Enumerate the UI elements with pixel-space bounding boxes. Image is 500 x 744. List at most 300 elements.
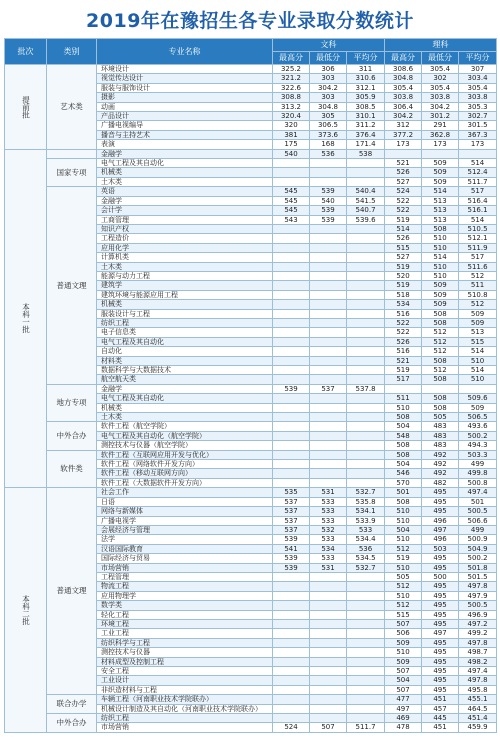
- score-cell: 533: [347, 525, 385, 534]
- score-cell: 381: [273, 130, 310, 139]
- score-cell: 513: [422, 206, 459, 215]
- score-cell: 509: [385, 638, 422, 647]
- score-cell: [310, 375, 347, 384]
- score-cell: [273, 714, 310, 723]
- score-cell: 305.3: [459, 102, 497, 111]
- score-cell: 531: [310, 563, 347, 572]
- score-cell: 362.8: [422, 130, 459, 139]
- score-cell: 522: [385, 206, 422, 215]
- score-cell: [310, 403, 347, 412]
- score-cell: 497.9: [459, 591, 497, 600]
- score-cell: 537.8: [347, 384, 385, 393]
- score-cell: [310, 582, 347, 591]
- score-cell: 533: [310, 554, 347, 563]
- score-cell: 537: [273, 516, 310, 525]
- major-cell: 纺织科学与工程: [97, 638, 273, 647]
- score-cell: 497.2: [459, 619, 497, 628]
- score-cell: [310, 572, 347, 581]
- score-cell: 516.1: [459, 206, 497, 215]
- score-cell: [273, 572, 310, 581]
- score-cell: [310, 441, 347, 450]
- major-cell: 视觉传达设计: [97, 74, 273, 83]
- score-cell: 496: [422, 516, 459, 525]
- score-cell: [310, 290, 347, 299]
- score-cell: 535.8: [347, 497, 385, 506]
- score-cell: 497.8: [459, 638, 497, 647]
- table-row: [5, 450, 497, 459]
- score-cell: 305.4: [385, 83, 422, 92]
- score-cell: 538: [347, 149, 385, 158]
- score-cell: [310, 676, 347, 685]
- score-cell: 515: [385, 243, 422, 252]
- score-cell: [273, 591, 310, 600]
- score-cell: 537: [273, 497, 310, 506]
- score-cell: 512: [385, 601, 422, 610]
- score-cell: 527: [385, 177, 422, 186]
- major-cell: 航空航天类: [97, 375, 273, 384]
- major-cell: 机械类: [97, 403, 273, 412]
- score-cell: 511.7: [347, 723, 385, 732]
- score-cell: 543: [273, 215, 310, 224]
- score-cell: 548: [385, 431, 422, 440]
- score-cell: 534.5: [347, 554, 385, 563]
- score-cell: [347, 290, 385, 299]
- score-cell: 303: [310, 74, 347, 83]
- score-cell: [273, 159, 310, 168]
- score-cell: 497: [385, 704, 422, 713]
- score-cell: [273, 460, 310, 469]
- score-cell: [310, 657, 347, 666]
- score-cell: 305.9: [347, 93, 385, 102]
- score-cell: 536: [347, 544, 385, 553]
- score-cell: 509: [459, 403, 497, 412]
- score-cell: [273, 271, 310, 280]
- score-cell: [385, 149, 422, 158]
- table-row: [5, 695, 497, 704]
- score-cell: [310, 638, 347, 647]
- score-cell: [347, 648, 385, 657]
- score-cell: 534.4: [347, 535, 385, 544]
- major-cell: 软件工程（航空学院）: [97, 422, 273, 431]
- table-header: [5, 39, 497, 65]
- score-cell: [273, 318, 310, 327]
- score-cell: 512: [422, 347, 459, 356]
- major-cell: 环境设计: [97, 65, 273, 74]
- score-cell: [347, 337, 385, 346]
- major-cell: 电气工程及其自动化: [97, 159, 273, 168]
- score-cell: 500.2: [459, 554, 497, 563]
- score-cell: 527: [385, 253, 422, 262]
- score-cell: [347, 253, 385, 262]
- score-cell: [310, 619, 347, 628]
- score-cell: 510: [385, 535, 422, 544]
- score-cell: [273, 168, 310, 177]
- score-cell: 508: [422, 403, 459, 412]
- score-cell: 510: [385, 507, 422, 516]
- score-cell: 516.4: [459, 196, 497, 205]
- score-cell: 509: [422, 290, 459, 299]
- score-cell: 492: [422, 469, 459, 478]
- score-cell: [347, 460, 385, 469]
- major-cell: 市场营销: [97, 563, 273, 572]
- score-cell: [273, 422, 310, 431]
- major-cell: 播音与主持艺术: [97, 130, 273, 139]
- score-cell: 510: [385, 563, 422, 572]
- score-cell: [347, 168, 385, 177]
- score-cell: 496.9: [459, 610, 497, 619]
- score-cell: 512: [385, 582, 422, 591]
- score-cell: [310, 328, 347, 337]
- score-cell: 537: [273, 507, 310, 516]
- score-cell: [273, 253, 310, 262]
- table-row: [5, 714, 497, 723]
- score-cell: [347, 441, 385, 450]
- score-cell: 510: [385, 591, 422, 600]
- score-cell: [347, 695, 385, 704]
- score-cell: 305.4: [459, 83, 497, 92]
- score-cell: 303.8: [385, 93, 422, 102]
- score-cell: 494.3: [459, 441, 497, 450]
- score-cell: [273, 347, 310, 356]
- score-cell: 173: [459, 140, 497, 149]
- header-batch: 批次: [5, 39, 47, 65]
- score-cell: 510: [459, 356, 497, 365]
- score-cell: 303.8: [422, 93, 459, 102]
- score-cell: 168: [310, 140, 347, 149]
- score-cell: 310.1: [347, 112, 385, 121]
- score-cell: 509: [459, 318, 497, 327]
- score-cell: [273, 685, 310, 694]
- score-cell: 308.5: [347, 102, 385, 111]
- score-cell: 539: [310, 215, 347, 224]
- major-cell: 会计学: [97, 206, 273, 215]
- score-cell: [310, 695, 347, 704]
- score-cell: 496: [422, 535, 459, 544]
- major-cell: 数据科学与大数据技术: [97, 366, 273, 375]
- score-cell: [347, 300, 385, 309]
- score-cell: 521: [385, 356, 422, 365]
- score-cell: 304.2: [422, 102, 459, 111]
- score-cell: 173: [385, 140, 422, 149]
- score-cell: [347, 478, 385, 487]
- score-cell: 498.2: [459, 657, 497, 666]
- score-cell: [347, 610, 385, 619]
- score-cell: [347, 328, 385, 337]
- score-cell: 313.2: [273, 102, 310, 111]
- score-cell: 373.6: [310, 130, 347, 139]
- score-cell: [310, 431, 347, 440]
- major-cell: 服装与服饰设计: [97, 83, 273, 92]
- score-cell: 534: [385, 300, 422, 309]
- score-cell: 539: [273, 384, 310, 393]
- score-cell: 519: [385, 281, 422, 290]
- score-cell: 514: [422, 253, 459, 262]
- major-cell: 应用物理学: [97, 591, 273, 600]
- score-cell: 512: [422, 366, 459, 375]
- score-cell: 495: [422, 601, 459, 610]
- score-cell: 508: [385, 413, 422, 422]
- score-cell: [347, 591, 385, 600]
- score-cell: 495: [422, 648, 459, 657]
- score-cell: 508: [422, 394, 459, 403]
- score-cell: [310, 648, 347, 657]
- score-cell: [310, 394, 347, 403]
- score-cell: 512: [422, 337, 459, 346]
- score-cell: 510: [385, 516, 422, 525]
- score-cell: 306.5: [310, 121, 347, 130]
- major-cell: 汉语国际教育: [97, 544, 273, 553]
- score-cell: 306: [310, 65, 347, 74]
- category-cell: 中外合办: [47, 714, 97, 733]
- score-cell: 546: [385, 469, 422, 478]
- score-cell: 508: [422, 224, 459, 233]
- score-cell: 507: [385, 685, 422, 694]
- score-cell: [310, 168, 347, 177]
- header-like-max: 最高分: [385, 52, 422, 65]
- score-cell: [310, 460, 347, 469]
- score-cell: 301.2: [422, 112, 459, 121]
- score-cell: [347, 281, 385, 290]
- score-cell: [347, 271, 385, 280]
- score-cell: [273, 300, 310, 309]
- score-cell: 306.4: [385, 102, 422, 111]
- batch-cell: 本科二批: [5, 488, 47, 733]
- score-cell: 510: [385, 403, 422, 412]
- score-cell: 534.1: [347, 507, 385, 516]
- score-cell: 510.5: [459, 224, 497, 233]
- score-cell: [347, 676, 385, 685]
- score-cell: [347, 413, 385, 422]
- score-cell: 304.8: [310, 102, 347, 111]
- major-cell: 环境工程: [97, 619, 273, 628]
- score-cell: 508: [422, 318, 459, 327]
- header-like: 理科: [385, 39, 497, 52]
- score-cell: 512: [459, 271, 497, 280]
- table-row: [5, 149, 497, 158]
- score-cell: 508: [385, 450, 422, 459]
- score-cell: 469: [385, 714, 422, 723]
- major-cell: 服装设计与工程: [97, 309, 273, 318]
- score-cell: [385, 384, 422, 393]
- category-cell: 中外合办: [47, 422, 97, 450]
- score-cell: 513: [422, 215, 459, 224]
- major-cell: 电气工程及其自动化: [97, 394, 273, 403]
- score-cell: [310, 347, 347, 356]
- category-cell: 普通文理: [47, 187, 97, 385]
- score-cell: 497: [422, 629, 459, 638]
- score-cell: [273, 177, 310, 186]
- score-cell: 526: [385, 337, 422, 346]
- score-cell: [273, 601, 310, 610]
- score-cell: 482: [422, 478, 459, 487]
- score-cell: 533.9: [347, 516, 385, 525]
- major-cell: 工业工程: [97, 629, 273, 638]
- score-cell: 533: [310, 507, 347, 516]
- score-cell: 495: [422, 676, 459, 685]
- score-cell: 301.5: [459, 121, 497, 130]
- score-cell: [273, 441, 310, 450]
- table-row: [5, 65, 497, 74]
- score-cell: 495: [422, 657, 459, 666]
- score-cell: 540.7: [347, 206, 385, 215]
- major-cell: 电子信息类: [97, 328, 273, 337]
- major-cell: 机械类: [97, 300, 273, 309]
- score-cell: 305.4: [422, 65, 459, 74]
- major-cell: 建筑学: [97, 281, 273, 290]
- score-cell: 304.2: [385, 112, 422, 121]
- score-cell: 509: [422, 177, 459, 186]
- major-cell: 法学: [97, 535, 273, 544]
- score-cell: [347, 422, 385, 431]
- score-cell: 518: [385, 290, 422, 299]
- major-cell: 数学类: [97, 601, 273, 610]
- score-cell: [347, 375, 385, 384]
- score-cell: 506.5: [459, 413, 497, 422]
- major-cell: 测控技术与仪器: [97, 648, 273, 657]
- score-cell: 507: [385, 667, 422, 676]
- score-cell: 537: [310, 384, 347, 393]
- score-cell: 483: [422, 441, 459, 450]
- major-cell: 软件工程（网络软件开发方向）: [97, 460, 273, 469]
- score-cell: [273, 582, 310, 591]
- score-cell: [273, 638, 310, 647]
- score-cell: 516: [385, 309, 422, 318]
- score-cell: [347, 243, 385, 252]
- score-cell: 500.2: [459, 431, 497, 440]
- score-cell: 377.2: [385, 130, 422, 139]
- score-cell: 512.1: [459, 234, 497, 243]
- score-cell: 451: [422, 723, 459, 732]
- score-cell: [310, 177, 347, 186]
- major-cell: 应用化学: [97, 243, 273, 252]
- score-cell: [273, 478, 310, 487]
- score-cell: [310, 469, 347, 478]
- score-cell: 508: [422, 356, 459, 365]
- score-cell: 510: [422, 262, 459, 271]
- score-cell: 308.8: [273, 93, 310, 102]
- score-cell: 532.7: [347, 563, 385, 572]
- score-cell: 522: [385, 328, 422, 337]
- score-cell: 173: [422, 140, 459, 149]
- score-cell: 514: [459, 215, 497, 224]
- score-cell: 524: [385, 187, 422, 196]
- header-like-avg: 平均分: [459, 52, 497, 65]
- score-cell: 509: [385, 657, 422, 666]
- score-cell: 477: [385, 695, 422, 704]
- score-cell: [273, 610, 310, 619]
- score-cell: 516: [385, 347, 422, 356]
- score-cell: 570: [385, 478, 422, 487]
- score-cell: 497.8: [459, 582, 497, 591]
- score-cell: 521: [385, 159, 422, 168]
- major-cell: 广播电视学: [97, 516, 273, 525]
- score-cell: 311: [347, 65, 385, 74]
- major-cell: 纺织工程: [97, 318, 273, 327]
- score-cell: 532.7: [347, 488, 385, 497]
- score-cell: [273, 629, 310, 638]
- major-cell: 电气工程及其自动化（航空学院）: [97, 431, 273, 440]
- score-cell: 504: [385, 422, 422, 431]
- score-cell: [459, 384, 497, 393]
- score-cell: 495: [422, 619, 459, 628]
- score-cell: [310, 253, 347, 262]
- score-cell: 499.8: [459, 469, 497, 478]
- score-cell: 540: [310, 196, 347, 205]
- score-cell: 508: [422, 309, 459, 318]
- score-cell: 367.3: [459, 130, 497, 139]
- score-cell: 506.6: [459, 516, 497, 525]
- score-cell: 535: [273, 488, 310, 497]
- score-cell: 509: [422, 159, 459, 168]
- major-cell: 金融学: [97, 384, 273, 393]
- table-row: [5, 488, 497, 497]
- score-cell: 307: [459, 65, 497, 74]
- score-cell: 499: [459, 525, 497, 534]
- score-cell: 501.8: [459, 563, 497, 572]
- score-cell: [310, 704, 347, 713]
- major-cell: 物流工程: [97, 582, 273, 591]
- score-cell: [347, 318, 385, 327]
- score-cell: 495: [422, 497, 459, 506]
- score-cell: 514: [459, 366, 497, 375]
- score-cell: [310, 413, 347, 422]
- major-cell: 测控技术与仪器（航空学院）: [97, 441, 273, 450]
- score-cell: 501.5: [459, 572, 497, 581]
- score-cell: [273, 234, 310, 243]
- score-cell: [273, 469, 310, 478]
- score-cell: [273, 262, 310, 271]
- score-cell: 534: [310, 544, 347, 553]
- score-cell: 511.9: [459, 243, 497, 252]
- score-cell: [310, 271, 347, 280]
- table-row: [5, 187, 497, 196]
- major-cell: 机械设计制造及其自动化（河南职业技术学院联办）: [97, 704, 273, 713]
- score-cell: 539: [273, 535, 310, 544]
- score-cell: 545: [273, 187, 310, 196]
- score-cell: 495: [422, 685, 459, 694]
- score-cell: 526: [385, 234, 422, 243]
- major-cell: 英语: [97, 187, 273, 196]
- score-cell: [422, 149, 459, 158]
- score-cell: 501: [459, 497, 497, 506]
- score-cell: [273, 309, 310, 318]
- major-cell: 自动化: [97, 347, 273, 356]
- score-cell: 533: [310, 497, 347, 506]
- score-cell: 545: [273, 206, 310, 215]
- score-cell: 457: [422, 704, 459, 713]
- score-cell: 304.2: [310, 83, 347, 92]
- score-cell: 499: [459, 460, 497, 469]
- score-cell: 511: [459, 281, 497, 290]
- major-cell: 产品设计: [97, 112, 273, 121]
- score-cell: [347, 224, 385, 233]
- score-cell: [347, 667, 385, 676]
- score-cell: 531: [310, 488, 347, 497]
- score-cell: [347, 309, 385, 318]
- score-cell: 507: [385, 619, 422, 628]
- score-cell: [310, 262, 347, 271]
- score-cell: [347, 629, 385, 638]
- score-cell: 504: [385, 676, 422, 685]
- score-cell: 495: [422, 507, 459, 516]
- major-cell: 土木类: [97, 177, 273, 186]
- major-cell: 摄影: [97, 93, 273, 102]
- score-cell: [347, 356, 385, 365]
- score-cell: 451: [422, 695, 459, 704]
- score-cell: 509: [422, 281, 459, 290]
- score-cell: [273, 281, 310, 290]
- score-cell: 320: [273, 121, 310, 130]
